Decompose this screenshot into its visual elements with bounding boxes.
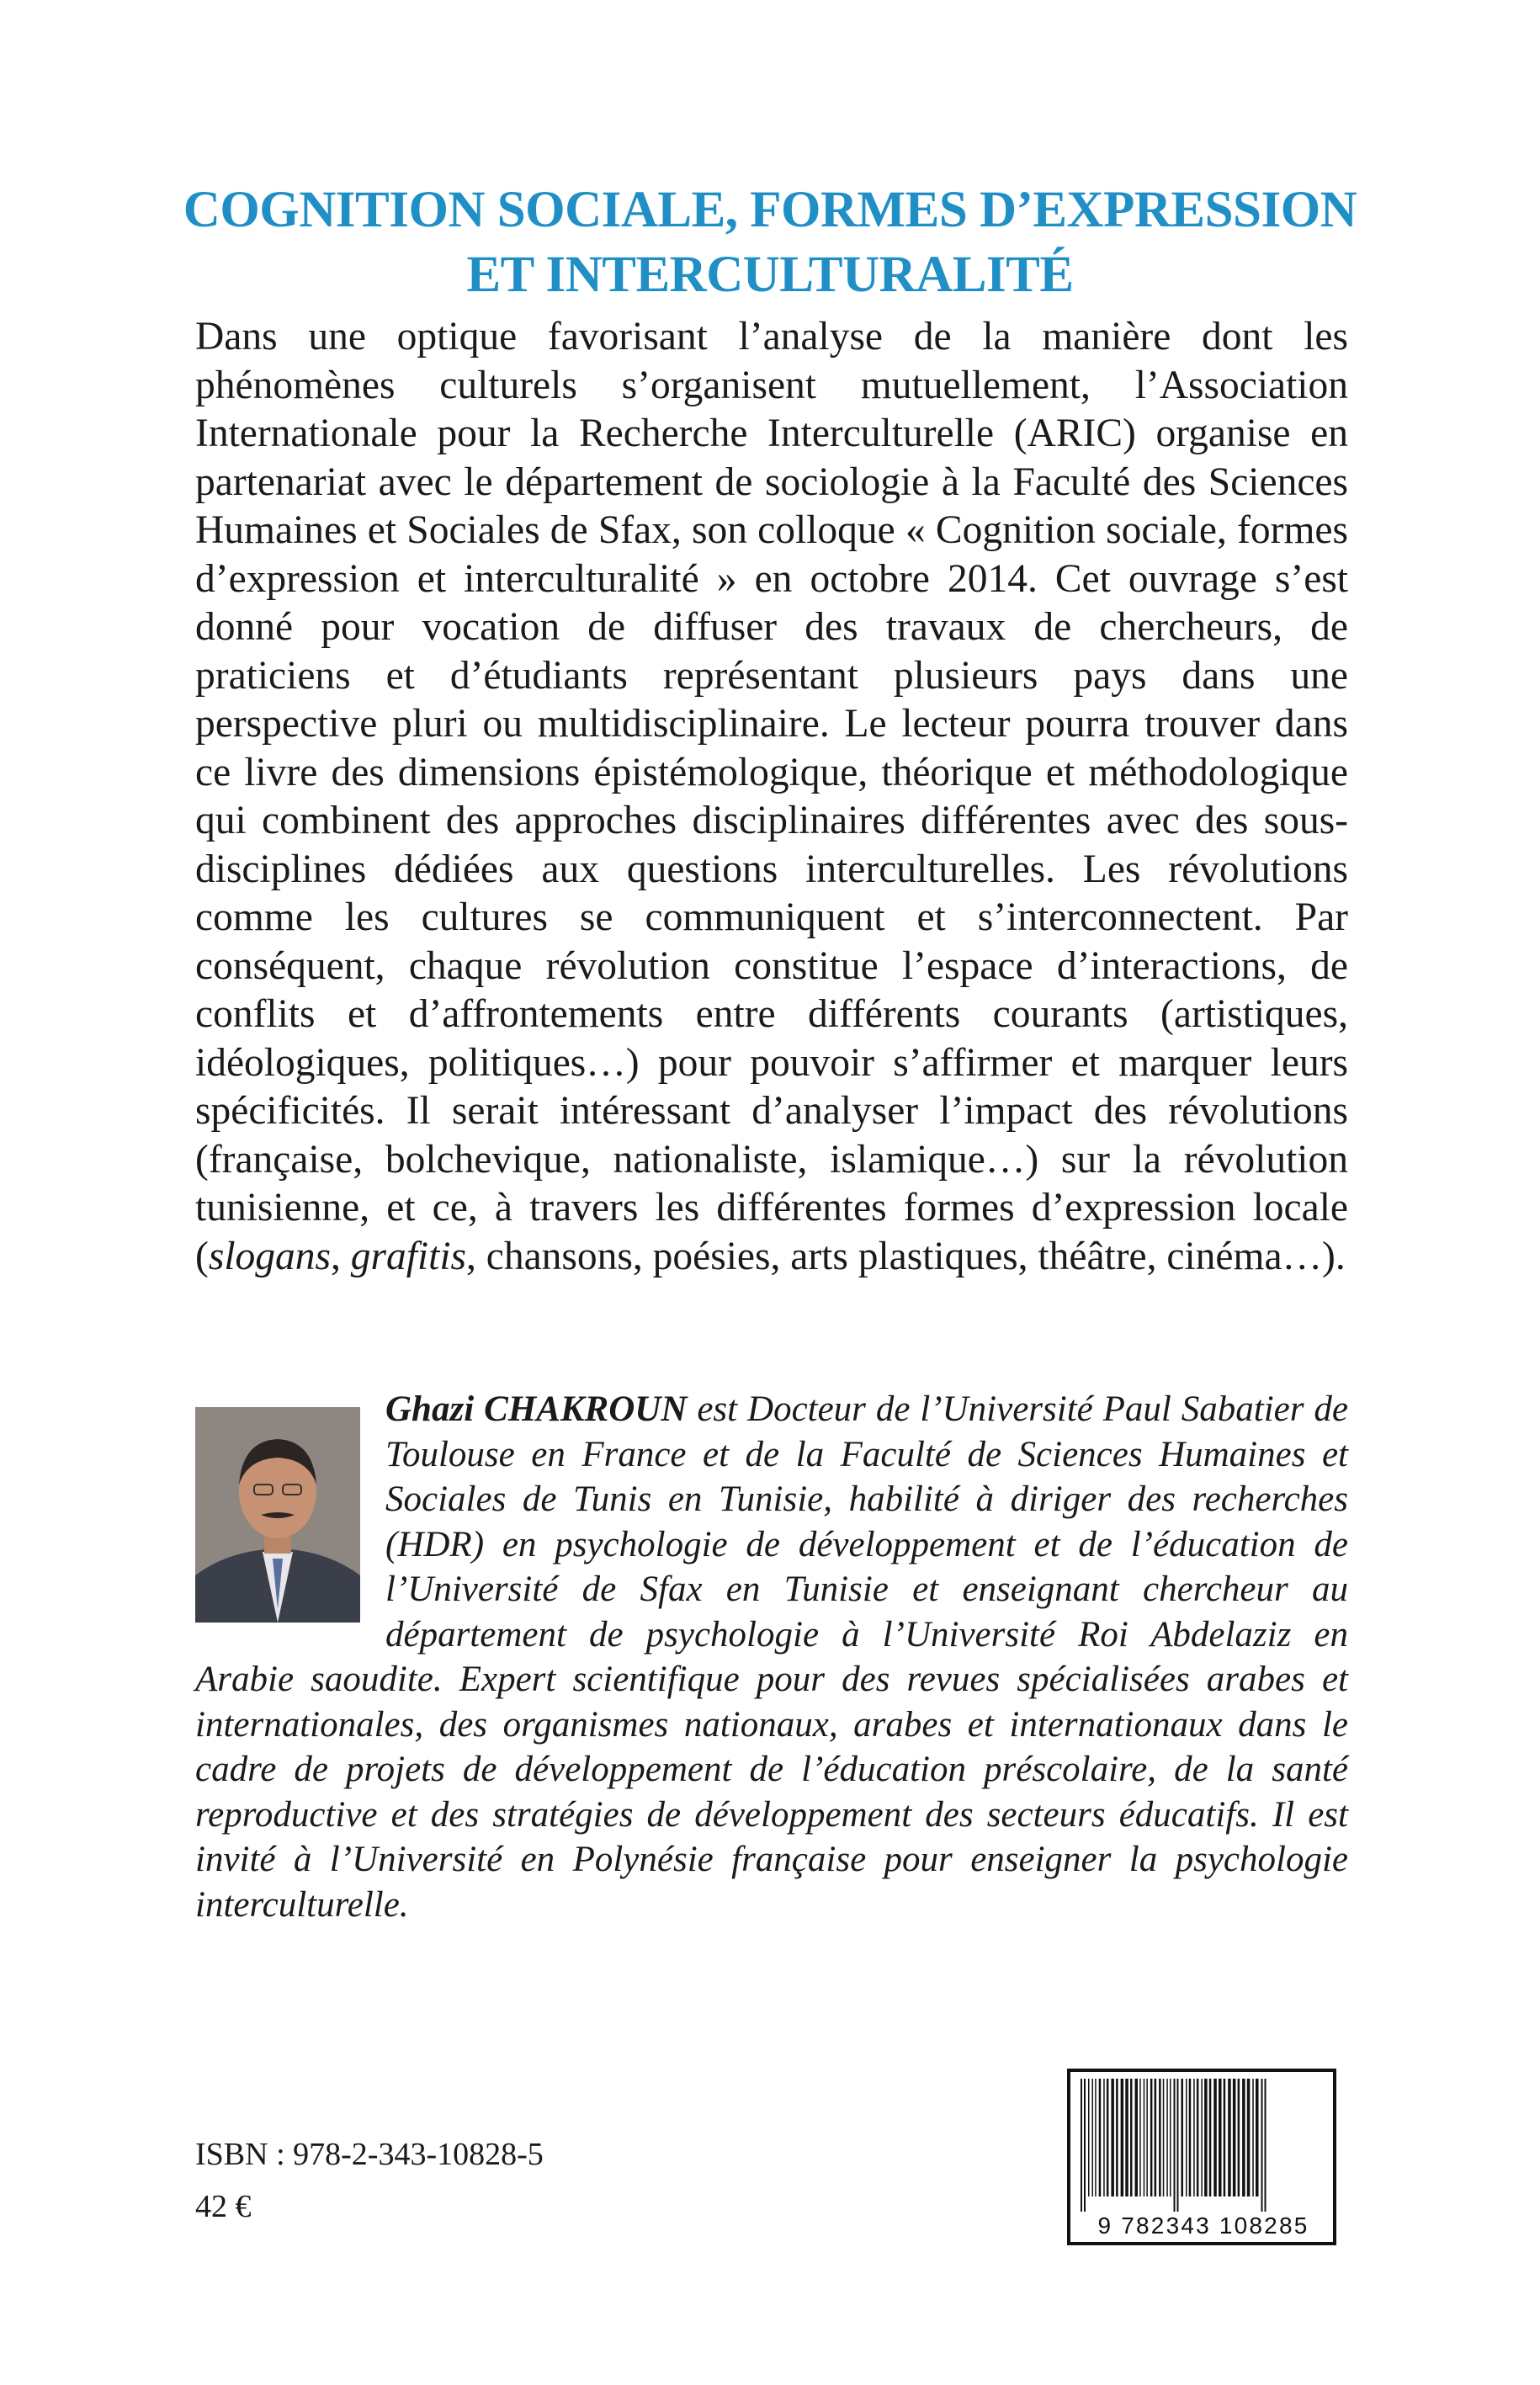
barcode-digits: 9 782343 108285 xyxy=(1097,2212,1309,2239)
barcode-bar xyxy=(1135,2079,1139,2196)
summary-italic-grafitis: grafitis xyxy=(350,1234,467,1278)
author-bio-text: est Docteur de l’Université Paul Sabatier de Toulouse en France et de la Faculté de Sciences Humaines et Sociales de Tunis en Tunisie, habilité à diriger des recherches (HDR) en psychologie de développement et de l’éducation de l’Université de Sfax en Tunisie et enseignant chercheur au département de psychologie à l’Université Roi Abdelaziz en Arabie saoudite. Expert scientifique pour des revues spécialisées arabes et internationales, des organismes nationaux, arabes et internationaux dans le cadre de projets de développement de l’éducation préscolaire, de la santé reproductive et des stratégies de développement des secteurs éducatifs. Il est invité à l’Université en Polynésie française pour enseigner la psychologie interculturelle. xyxy=(195,1389,1348,1925)
barcode-bar xyxy=(1130,2079,1133,2196)
barcode-bar xyxy=(1247,2079,1251,2196)
barcode-bar xyxy=(1265,2079,1267,2212)
barcode-bar xyxy=(1201,2079,1203,2196)
barcode-bar xyxy=(1219,2079,1222,2196)
barcode-bar xyxy=(1186,2079,1187,2196)
barcode-bar xyxy=(1228,2079,1231,2196)
barcode-bar xyxy=(1209,2079,1212,2196)
barcode-bar xyxy=(1103,2079,1105,2196)
book-title-line-2: ET INTERCULTURALITÉ xyxy=(466,246,1074,303)
barcode-bar xyxy=(1125,2079,1128,2196)
book-title-line-1: COGNITION SOCIALE, FORMES D’EXPRESSION xyxy=(183,181,1357,238)
barcode-bar xyxy=(1177,2079,1179,2212)
barcode-bar xyxy=(1150,2079,1153,2196)
barcode xyxy=(1067,2069,1336,2245)
barcode-bar xyxy=(1224,2079,1226,2196)
book-title xyxy=(126,178,1414,307)
barcode-bar xyxy=(1182,2079,1184,2196)
barcode-bar xyxy=(1146,2079,1148,2196)
barcode-bar xyxy=(1256,2079,1259,2196)
barcode-bar xyxy=(1238,2079,1240,2196)
barcode-bar xyxy=(1261,2079,1263,2212)
barcode-bar xyxy=(1166,2079,1168,2196)
price: 42 € xyxy=(195,2189,252,2224)
barcode-bar xyxy=(1081,2079,1082,2212)
barcode-bar xyxy=(1242,2079,1245,2196)
barcode-bar xyxy=(1099,2079,1102,2196)
author-name: Ghazi CHAKROUN xyxy=(385,1389,688,1429)
barcode-bar xyxy=(1116,2079,1118,2196)
isbn: ISBN : 978-2-343-10828-5 xyxy=(195,2137,544,2172)
summary-text: Dans une optique favorisant l’analyse de la manière dont les phénomènes culturels s’organisent mutuellement, l’Association Internationale pour la Recherche Interculturelle (ARIC) organise en partenariat avec le département de sociologie à la Faculté des Sciences Humaines et Sociales de Sfax, son colloque « Cognition sociale, formes d’expression et interculturalité » en octobre 2014. Cet ouvrage s’est donné pour vocation de diffuser des travaux de chercheurs, de praticiens et d’étudiants représentant plusieurs pays dans une perspective pluri ou multidisciplinaire. Le lecteur pourra trouver dans ce livre des dimensions épistémologique, théorique et méthodologique qui combinent des approches disciplinaires différentes avec des sous-disciplines dédiées aux questions interculturelles. Les révolutions comme les cultures se communiquent et s’interconnectent. Par conséquent, chaque révolution constitue l’espace d’interactions, de conflits et d’affrontements entre différents courants (artistiques, idéologiques, politiques…) pour pouvoir s’affirmer et marquer leurs spécificités. Il serait intéressant d’analyser l’impact des révolutions (française, bolchevique, nationaliste, islamique…) sur la révolution tunisienne, et ce, à travers les différentes formes d’expression locale ( xyxy=(195,315,1348,1278)
summary-text-end: , chansons, poésies, arts plastiques, théâtre, cinéma…). xyxy=(466,1234,1346,1278)
author-biography xyxy=(195,1387,1348,1927)
barcode-bar xyxy=(1174,2079,1176,2212)
barcode-bar xyxy=(1159,2079,1161,2196)
barcode-bars xyxy=(1077,2079,1326,2212)
barcode-bar xyxy=(1107,2079,1109,2196)
barcode-bar xyxy=(1252,2079,1254,2196)
barcode-bar xyxy=(1233,2079,1236,2196)
barcode-bar xyxy=(1092,2079,1094,2196)
barcode-bar xyxy=(1095,2079,1097,2196)
barcode-bar xyxy=(1163,2079,1165,2196)
barcode-bar xyxy=(1189,2079,1192,2196)
barcode-bar xyxy=(1111,2079,1114,2196)
summary-separator: , xyxy=(331,1234,351,1278)
barcode-bar xyxy=(1155,2079,1157,2196)
barcode-bar xyxy=(1088,2079,1090,2196)
barcode-bar xyxy=(1193,2079,1195,2196)
book-summary xyxy=(195,313,1348,1281)
barcode-bar xyxy=(1139,2079,1141,2196)
barcode-bar xyxy=(1084,2079,1086,2212)
barcode-bar xyxy=(1170,2079,1171,2196)
barcode-bar xyxy=(1213,2079,1217,2196)
barcode-bar xyxy=(1121,2079,1124,2196)
author-photo xyxy=(195,1407,360,1623)
barcode-bar xyxy=(1197,2079,1199,2196)
barcode-bar xyxy=(1204,2079,1208,2196)
barcode-bar xyxy=(1144,2079,1145,2196)
summary-italic-slogans: slogans xyxy=(208,1234,331,1278)
